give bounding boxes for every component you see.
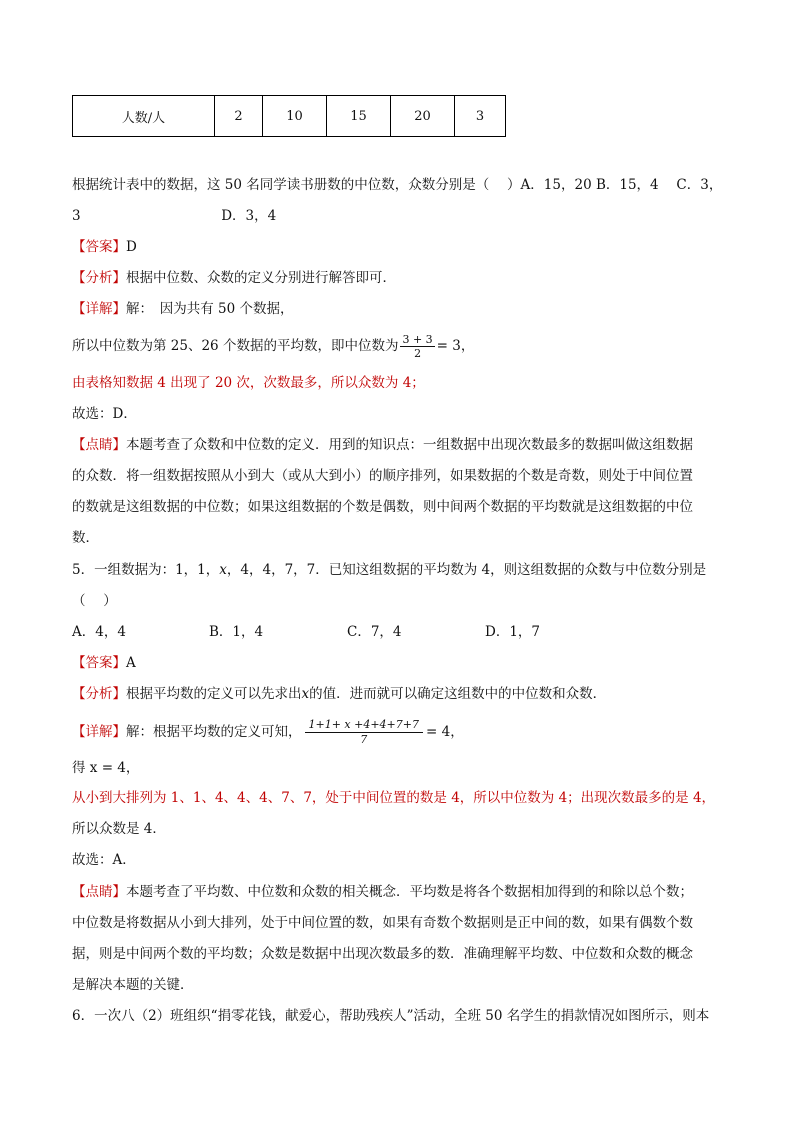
q4-detail-1: 【详解】解： 因为共有 50 个数据， [72, 301, 294, 317]
q5-option-d: D．1，7 [485, 624, 541, 640]
statistics-table [72, 95, 506, 137]
table-cell: 15 [327, 96, 391, 137]
q5-detail-1: 【详解】解：根据平均数的定义可知， $\frac{1+1+ x +4+4+7+7}{7}$ = 4， [72, 718, 464, 746]
q4-comment-1: 【点睛】本题考查了众数和中位数的定义．用到的知识点：一组数据中出现次数最多的数据叫做这组数据 [72, 437, 693, 453]
q5-choose: 故选：A． [72, 852, 136, 868]
q5-answer: 【答案】A [72, 655, 136, 671]
q5-option-b: B．1，4 [209, 624, 264, 640]
q4-answer: 【答案】D [72, 239, 137, 255]
q4-detail-2: 所以中位数为第 25、26 个数据的平均数，即中位数为 $\frac{3 + 3}{2}$ = 3， [72, 333, 475, 360]
q4-stem-line1: 根据统计表中的数据，这 50 名同学读书册数的中位数，众数分别是（ ）A．15，20 B．15，4 C．3， [72, 177, 723, 193]
q6-stem: 6．一次八（2）班组织“捐零花钱，献爱心，帮助残疾人”活动，全班 50 名学生的捐款情况如图所示，则本 [72, 1008, 710, 1024]
q4-detail-3: 由表格知数据 4 出现了 20 次，次数最多，所以众数为 4； [72, 375, 425, 391]
q5-comment-2: 中位数是将数据从小到大排列，处于中间位置的数，如果有奇数个数据则是正中间的数，如果有偶数个数 [72, 915, 693, 931]
q4-comment-2: 的众数．将一组数据按照从小到大（或从大到小）的顺序排列，如果数据的个数是奇数，则处于中间位置 [72, 468, 693, 484]
q5-detail-4: 所以众数是 4． [72, 821, 166, 837]
table-cell: 人数/人 [73, 96, 215, 137]
q5-comment-1: 【点睛】本题考查了平均数、中位数和众数的相关概念．平均数是将各个数据相加得到的和除以总个数； [72, 884, 693, 900]
q4-option-c-cont: 3 [72, 208, 81, 224]
q5-analysis: 【分析】根据平均数的定义可以先求出x的值．进而就可以确定这组数中的中位数和众数． [72, 686, 607, 702]
table-cell: 2 [215, 96, 263, 137]
q5-detail-3: 从小到大排列为 1、1、4、4、4、7、7，处于中间位置的数是 4，所以中位数为 4；出现次数最多的是 4， [72, 790, 716, 806]
q5-option-c: C．7，4 [347, 624, 402, 640]
table-cell: 20 [391, 96, 455, 137]
table-cell: 3 [455, 96, 506, 137]
q4-analysis: 【分析】根据中位数、众数的定义分别进行解答即可． [72, 270, 396, 286]
table-row [73, 96, 506, 137]
table-cell: 10 [263, 96, 327, 137]
q5-comment-3: 据，则是中间两个数的平均数；众数是数据中出现次数最多的数．准确理解平均数、中位数和众数的概念 [72, 946, 693, 962]
q5-option-a: A．4，4 [72, 624, 126, 640]
q4-comment-3: 的数就是这组数据的中位数；如果这组数据的个数是偶数，则中间两个数据的平均数就是这组数据的中位 [72, 499, 693, 515]
q5-stem: 5．一组数据为：1，1，x，4，4，7，7．已知这组数据的平均数为 4，则这组数据的众数与中位数分别是 [72, 562, 707, 578]
q5-stem-paren: （ ） [72, 593, 117, 609]
q4-choose: 故选：D． [72, 406, 137, 422]
q4-comment-4: 数． [72, 530, 99, 546]
q5-detail-2: 得 x = 4， [72, 760, 140, 776]
q5-comment-4: 是解决本题的关键． [72, 977, 194, 993]
q4-option-d: D．3，4 [221, 208, 277, 224]
fraction: $\frac{3 + 3}{2}$ [402, 333, 433, 360]
fraction: $\frac{1+1+ x +4+4+7+7}{7}$ [305, 718, 424, 747]
q4-stem-line2 [72, 206, 276, 226]
